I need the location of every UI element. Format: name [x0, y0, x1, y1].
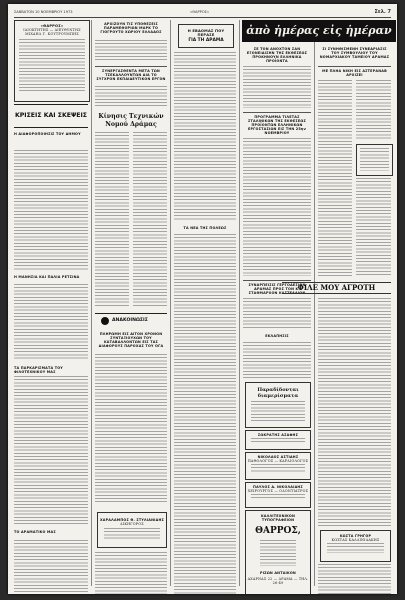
- header-rule: [14, 17, 391, 18]
- section-heading: ΚΡΙΣΕΙΣ ΚΑΙ ΣΚΕΨΕΙΣ: [14, 112, 88, 119]
- ad-box: [245, 452, 311, 480]
- column-divider: [170, 20, 171, 586]
- ad-box: [320, 530, 391, 562]
- article-headline: ΜΕ ΠΛΗΑ ΝΙΚΗ ΕΙΣ ΑΣΤΕΡΑΝΑΒ ΑΡΧΙΖΕΙ: [318, 66, 391, 77]
- column-divider: [314, 20, 315, 586]
- ad-name: ΠΑΥΛΟΣ Δ. ΝΙΚΟΛΑΙΔΗΣ: [253, 485, 303, 489]
- article-text: [95, 132, 129, 308]
- kicker-title: ΦΙΛΕ ΜΟΥ ΑΓΡΟΤΗ: [282, 282, 391, 294]
- newspaper-page: [8, 4, 397, 594]
- press-ad-address: ΑΧΑΡΝΑΣ 22 — ΔΡΑΜΑ — ΤΗΛ. 26-49: [247, 577, 309, 585]
- section-subheading: ΤΑ ΝΕΑ ΤΗΣ ΠΟΛΕΩΣ: [183, 226, 227, 230]
- ad-details: [251, 401, 305, 423]
- ad-details: [251, 464, 305, 472]
- ad-name: ΧΑΡΑΛΑΜΠΟΣ Θ. ΣΤΥΛΙΑΝΙΔΗΣ: [99, 518, 164, 522]
- column-3: [174, 20, 236, 588]
- ad-details: [327, 543, 384, 553]
- ad-name: ΣΩΚΡΑΤΗΣ ΑΣΑΦΗΣ: [257, 433, 299, 437]
- ad-profession: ΠΑΘΟΛΟΓΟΣ — ΚΑΡΔΙΟΛΟΓΟΣ: [247, 459, 309, 463]
- article-subheading: ΕΚΛΑΠΗΣΙΣ: [265, 334, 289, 338]
- article-text: [133, 132, 167, 308]
- article-headline: ΣΥΝΑΡΠΕΙΣΙΣ ΓΕΡΓΟΔΕΣΙΩΝ ΔΡΑΜΑΣ ΠΡΟΣ ΤΟΝ Κ. ΣΤΑΘΜΑΡΧΟΝ ΚΑΣΤΕΛΛΙΟΝ: [243, 280, 311, 295]
- notice-headline: ΠΛΗΡΩΜΗ ΕΙΣ ΔΙΤΟΝ ΧΡΟΝΟΝ ΣΥΝΤΑΞΙΟΥΧΩΝ ΤΟΥ ΚΑΤΑΒΑΛΛΟΝΤΩΝ ΕΙΣ ΤΑΣ ΔΙΑΦΟΡΟΥΣ ΠΑΡΟΧΑΣ ΤΟΥ ΟΓΑ: [98, 332, 164, 348]
- article-headline: ΣΙ ΣΥΝΗΘΙΣΜΕΝΗ ΣΥΝΕΔΡΙΑΣΙΣ ΤΟΥ ΣΥΜΒΟΥΛΙΟΥ ΤΟΥ ΝΟΜΑΡΧΙΑΚΟΥ ΤΑΜΕΙΟΥ ΔΡΑΜΑΣ: [319, 47, 390, 59]
- column-divider: [239, 20, 240, 586]
- column-2: [95, 20, 167, 588]
- article-text: [243, 298, 311, 330]
- ad-name: ΚΩΣΤΑ ΓΡΗΓΟΡ: [339, 534, 372, 538]
- article-subheading: Η ΔΙΑΦΟΡΟΠΟΙΗΣΙΣ ΤΟΥ ΔΗΜΟΥ: [14, 132, 81, 136]
- article-text: [243, 66, 311, 108]
- ad-box: [245, 482, 311, 508]
- ad-box: [97, 512, 167, 548]
- press-ad-box: [245, 510, 311, 594]
- ad-title: Παραδίδονται διαμερίσματα: [257, 387, 299, 399]
- article-text: [95, 40, 167, 62]
- article-subheading: ΤΑ ΠΑΡΚΑΡΙΣΜΑΤΑ ΤΟΥ ΦΙΛΟΤΕΧΝΙΚΟΥ ΜΑΣ: [14, 366, 63, 374]
- article-text: [243, 342, 311, 378]
- press-ad-services: [260, 540, 296, 566]
- article-text: [356, 80, 391, 140]
- ad-subtitle: ΚΩΣΤΑΣ ΚΑΛΛΙΝΙΔΑΚΗΣ: [331, 538, 380, 542]
- article-text: [95, 86, 167, 108]
- press-ad-owner: ΡΙΖΩΝ ΑΝΤΑΙΚΟΝ: [260, 571, 296, 575]
- article-text: [174, 234, 236, 594]
- ad-profession: ΧΕΙΡΟΥΡΓΟΣ — ΟΔΟΝΤΙΑΤΡΟΣ: [247, 489, 309, 493]
- info-text-block: [19, 39, 85, 91]
- masthead-box: [178, 24, 234, 48]
- masthead-title: Η ΕΒΔΟΜΑΣ ΠΟΥ ΠΕΡΑΣΕ: [187, 29, 225, 37]
- page-date: ΣΑΒΒΑΤΟΝ 10 ΝΟΕΜΒΡΙΟΥ 1973: [14, 10, 73, 14]
- info-line: ΙΔΙΟΚΤΗΤΗΣ — ΔΙΕΥΘΥΝΤΗΣ: [23, 28, 81, 32]
- column-5: [297, 20, 391, 588]
- article-text: [95, 354, 167, 504]
- page-number: Σελ. 7: [374, 9, 391, 15]
- ad-box: [245, 430, 311, 450]
- ad-details: [251, 494, 305, 500]
- article-text: [95, 552, 167, 594]
- notice-bullet-icon: [101, 317, 109, 325]
- ad-name: ΝΙΚΟΛΑΟΣ ΑΣΤΙΔΗΣ: [257, 455, 299, 459]
- article-headline: ΣΕ ΤΟΝ ΑΝΟΧΤΟΝ ΣΑΝ ΕΞΟΝΕΙΔΙΣΗΝ ΤΗΣ ΕΚΘΕΣΕΩΣ ΠΡΟΚΗΝΟΥΝ ΕΛΛΗΝΙΚΑ ΠΡΟΪΟΝΤΑ: [246, 47, 308, 63]
- info-box: [14, 20, 90, 102]
- ad-details: [251, 438, 305, 444]
- page-masthead-small: «ΘΑΡΡΟΣ»: [190, 10, 210, 14]
- press-ad-heading: ΚΑΛΛΙΤΕΧΝΙΚΟΝ ΤΥΠΟΓΡΑΦΕΙΟΝ: [260, 514, 296, 522]
- feature-title: Κίνησις Τεχνικών Νομού Δράμας: [98, 113, 164, 128]
- article-text: [14, 376, 88, 526]
- column-divider: [91, 20, 92, 586]
- article-text: [14, 540, 88, 594]
- article-text: [318, 298, 391, 526]
- banner-title: ἀπὸ ἡμέρας εἰς ἡμέραν: [246, 24, 392, 37]
- column-1: [14, 20, 88, 588]
- article-text: [14, 284, 88, 360]
- section-heading-box: [14, 104, 88, 128]
- article-headline: ΠΡΟΓΡΑΜΜΑ ΤΙΛΕΤΑΣ ΣΤΑΛΙΝΙΚΩΝ ΤΗΣ ΕΚΘΕΣΕΩΣ ΠΡΟΪΟΝΤΩΝ ΕΛΛΗΝΙΚΩΝ ΕΡΓΟΣΤΑΣΙΩΝ ΕΙΣ ΤΗΝ 25ην ΝΟΕΜΒΡΙΟΥ: [243, 112, 311, 135]
- side-box-text: [360, 148, 389, 171]
- article-headline: ΣΥΝΕΡΓΑΣΘΕΝΤΑ ΜΕΤΑ ΤΩΝ ΤΣΕΚΑΛΛΟΥΝΤΩΝ ΔΙΑ ΤΟ ΣΥΓΧΡΟΝ ΕΚΠΑΙΔΕΥΤΙΚΟΝ ΕΡΓΟΝ: [95, 66, 167, 81]
- listing-text: [174, 52, 236, 220]
- article-subheading: ΤΟ ΔΡΑΜΑΤΙΚΟ ΜΑΣ: [14, 530, 56, 534]
- info-line: ΜΙΧΑΗΛ Γ. ΚΟΥΤΡΟΥΜΠΗΣ: [25, 32, 79, 36]
- article-headline: ΑΡΧΙΖΟΥΝ ΤΙΣ ΥΠΟΘΕΣΕΙΣ ΠΑΡΑΜΕΘΟΡΙΩΝ ΜΑΡΚ ΤΟ ΓΙΟΓΡΟΥΤΟ ΧΩΡΙΟΥ ΕΛΛΑΔΟΣ: [100, 22, 162, 34]
- article-text: [243, 138, 311, 276]
- info-title: «ΘΑΡΡΟΣ»: [40, 24, 64, 28]
- article-text: [318, 564, 391, 594]
- masthead-subtitle: ΓΙΑ ΤΗ ΔΡΑΜΑ: [188, 38, 224, 43]
- notice-header: [95, 313, 167, 328]
- article-text: [14, 150, 88, 270]
- press-ad-name: ΘΑΡΡΟΣ,: [255, 526, 301, 536]
- page-header: [14, 9, 391, 17]
- side-box: [356, 144, 393, 176]
- ad-box: [245, 382, 311, 428]
- article-text: [356, 178, 391, 276]
- ad-profession: ΔΙΚΗΓΟΡΟΣ: [120, 522, 144, 526]
- notice-title: ΑΝΑΚΟΙΝΩΣΙΣ: [112, 318, 148, 323]
- article-text: [318, 80, 352, 276]
- ad-details: [104, 528, 160, 540]
- article-subheading: Η ΜΑΝΗΣΙΑ ΚΑΙ ΠΑΛΙΑ ΡΕΤΣΙΝΑ: [14, 275, 80, 279]
